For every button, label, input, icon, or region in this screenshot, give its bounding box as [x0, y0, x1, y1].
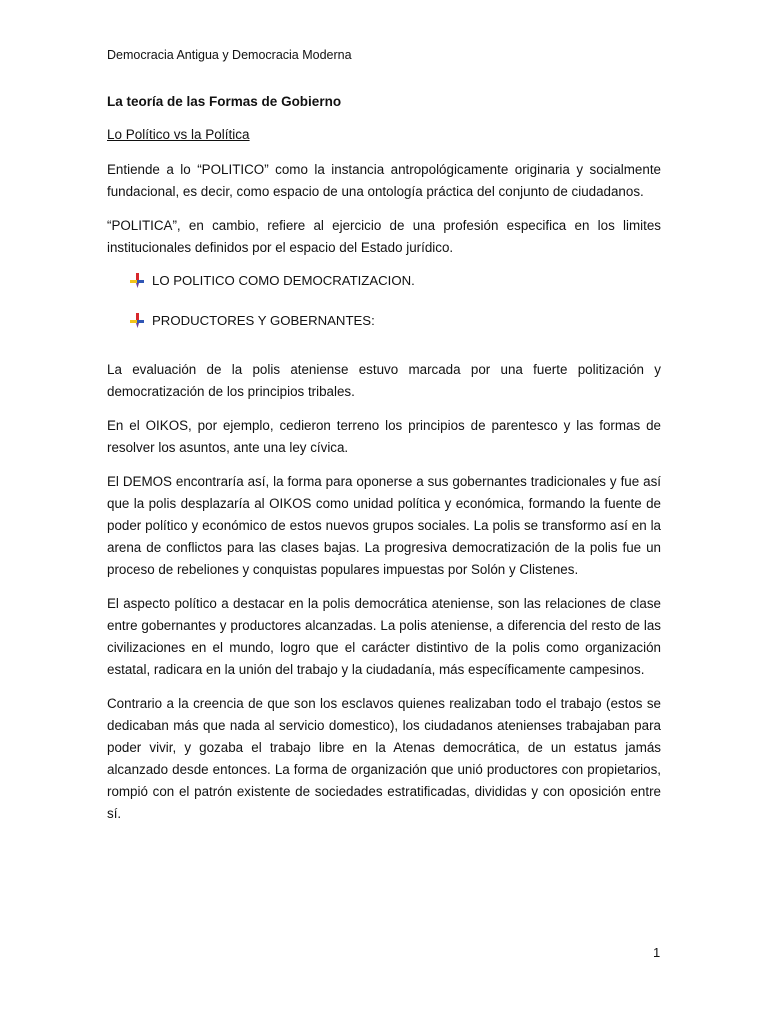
document-content	[107, 46, 661, 837]
intro-paragraph-1: Entiende a lo “POLITICO” como la instancia antropológicamente originaria y socialmente fundacional, es decir, como espacio de una ontología práctica del conjunto de ciudadanos.	[107, 162, 661, 199]
main-paragraph-5: Contrario a la creencia de que son los esclavos quienes realizaban todo el trabajo (estos se dedicaban más que nada al servicio domestico), los ciudadanos atenienses trabajaban para poder vivir, y gozaba el trabajo libre en la Atenas democrática, de un estatus jamás alcanzado desde entonces. La forma de organización que unió productores con propietarios, rompió con el patrón existente de sociedades estratificadas, divididas y con oposición entre sí.	[107, 696, 661, 821]
bullet-list	[129, 271, 661, 330]
main-paragraph-4: El aspecto político a destacar en la polis democrática ateniense, son las relaciones de clase entre gobernantes y productores alcanzadas. La polis ateniense, a diferencia del resto de las civilizaciones en el mundo, logro que el carácter distintivo de la polis como organización estatal, radicara en la unión del trabajo y la ciudadanía, más específicamente campesinos.	[107, 596, 661, 677]
section-title: La teoría de las Formas de Gobierno	[107, 94, 342, 109]
bullet-item-1	[129, 271, 661, 290]
four-color-arrow-bullet-icon	[129, 313, 145, 329]
main-paragraph-1: La evaluación de la polis ateniense estuvo marcada por una fuerte politización y democratización de los principios tribales.	[107, 362, 661, 399]
page-number: 1	[653, 945, 661, 960]
document-header: Democracia Antigua y Democracia Moderna	[107, 48, 352, 62]
main-paragraph-3: El DEMOS encontraría así, la forma para oponerse a sus gobernantes tradicionales y fue así que la polis desplazaría al OIKOS como unidad política y económica, formando la fuente de poder político y económico de estos nuevos grupos sociales. La polis se transformo así en la arena de conflictos para las clases bajas. La progresiva democratización de la polis fue un proceso de rebeliones y conquistas populares impuestas por Solón y Clistenes.	[107, 474, 661, 577]
bullet-text-2: PRODUCTORES Y GOBERNANTES:	[152, 313, 375, 328]
intro-paragraph-2: “POLITICA”, en cambio, refiere al ejercicio de una profesión especifica en los limites institucionales definidos por el espacio del Estado jurídico.	[107, 218, 661, 255]
four-color-arrow-bullet-icon	[129, 273, 145, 289]
subsection-title: Lo Político vs la Política	[107, 127, 250, 142]
bullet-text-1: LO POLITICO COMO DEMOCRATIZACION.	[152, 273, 415, 288]
main-paragraph-2: En el OIKOS, por ejemplo, cedieron terreno los principios de parentesco y las formas de resolver los asuntos, ante una ley cívica.	[107, 418, 661, 455]
bullet-item-2	[129, 311, 661, 330]
